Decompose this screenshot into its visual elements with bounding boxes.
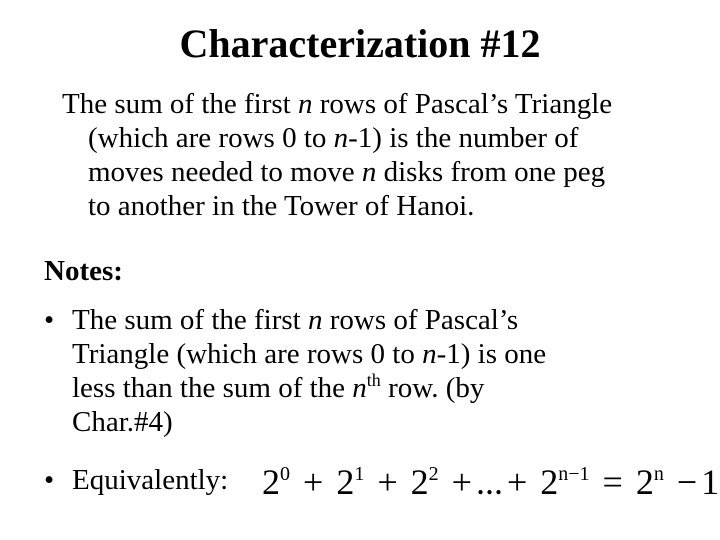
equals-sign: = <box>602 462 623 502</box>
bullet-1-line-4: Char.#4) <box>72 406 173 438</box>
bullet-icon: • <box>44 464 55 496</box>
hanoi-sum-formula <box>262 460 719 504</box>
plus-sign: + <box>303 462 324 502</box>
ellipsis: ... <box>475 462 503 502</box>
slide-title: Characterization #12 <box>179 21 541 66</box>
notes-heading: Notes: <box>44 255 123 287</box>
bullet-1-line-1: The sum of the first n rows of Pascal’s <box>72 304 519 336</box>
statement-line-3: moves needed to move n disks from one peg <box>88 156 606 188</box>
term-2-pow-n: 2$^n$ <box>635 462 664 502</box>
bullet-2-label: Equivalently: <box>72 464 229 496</box>
plus-sign: + <box>451 462 472 502</box>
plus-sign: + <box>377 462 398 502</box>
term-2-pow-0: $2^0$ <box>262 462 290 502</box>
bullet-icon: • <box>44 304 55 336</box>
bullet-1-line-2: Triangle (which are rows 0 to n-1) is one <box>72 338 547 370</box>
statement-line-4: to another in the Tower of Hanoi. <box>88 190 475 222</box>
statement-line-1: The sum of the first n rows of Pascal’s Triangle <box>62 88 613 120</box>
statement-line-2: (which are rows 0 to n-1) is the number of <box>88 122 579 154</box>
term-2-pow-2: $2^2$ <box>410 462 439 502</box>
minus-sign: − <box>676 462 698 502</box>
bullet-1-line-3: less than the sum of the $n^{th}$ row. (by <box>72 370 485 404</box>
constant-one: 1 <box>701 462 720 502</box>
plus-sign: + <box>506 462 528 502</box>
bullet-1-text <box>72 303 632 439</box>
characterization-statement <box>62 87 712 223</box>
term-2-pow-1: $2^1$ <box>336 462 365 502</box>
term-2-pow-n-minus-1: $2^{n-1}$ <box>540 462 590 502</box>
